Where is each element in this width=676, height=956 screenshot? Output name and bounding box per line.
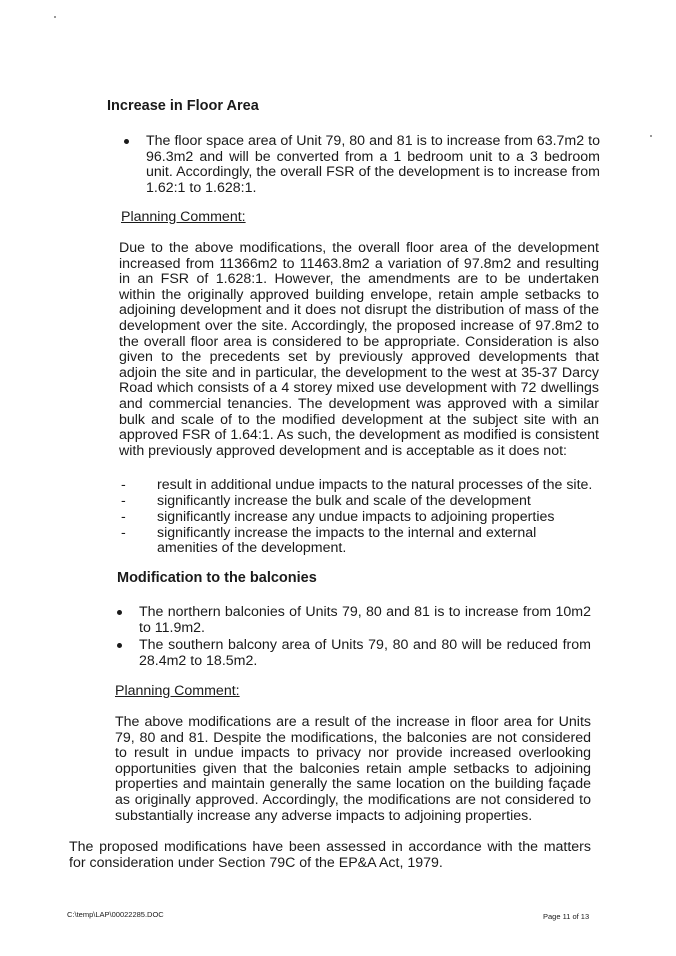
section-heading-floor-area: Increase in Floor Area: [107, 98, 259, 114]
scan-speck: [54, 16, 56, 18]
dash-item: [121, 526, 597, 557]
dash-text: result in additional undue impacts to the natural processes of the site.: [157, 477, 593, 493]
planning-comment-label: Planning Comment:: [121, 209, 246, 225]
footer-page-number: Page 11 of 13: [543, 912, 590, 921]
bullet-text: The northern balconies of Units 79, 80 and 81 is to increase from 10m2 to 11.9m2.: [139, 604, 591, 636]
scan-speck: [650, 135, 652, 137]
dash-marker: -: [121, 524, 126, 541]
bullet-text: The southern balcony area of Units 79, 80 and 80 will be reduced from 28.4m2 to 18.5m2.: [139, 637, 591, 669]
bullet-dot: [117, 610, 122, 615]
bullet-dot: [124, 139, 129, 144]
dash-item: [121, 510, 597, 525]
dash-text: significantly increase the impacts to the internal and external amenities of the development.: [157, 524, 537, 557]
footer-file-path: C:\temp\LAP\00022285.DOC: [67, 910, 164, 919]
dash-marker: -: [121, 508, 126, 525]
planning-comment-label: Planning Comment:: [115, 683, 240, 699]
section-heading-balconies: Modification to the balconies: [117, 570, 317, 586]
conclusion-paragraph: The proposed modifications have been assessed in accordance with the matters for consideration under Section 79C of the EP&A Act, 1979.: [69, 839, 591, 871]
floor-area-bullet-list: [124, 134, 600, 198]
bullet-item: [117, 638, 591, 669]
bullet-text: The floor space area of Unit 79, 80 and 81 is to increase from 63.7m2 to 96.3m2 and will be converted from a 1 bedroom unit to a 3 bedroom unit. Accordingly, the overall FSR of the development is to increase from 1.62:1 to 1.628:1.: [146, 133, 600, 196]
dash-marker: -: [121, 477, 126, 493]
planning-comment-text: The above modifications are a result of the increase in floor area for Units 79, 80 and 81. Despite the modifications, the balconies are not considered to result in undue impacts to privacy nor provide increased overlooking opportunities given that the balconies retain ample setbacks to adjoining properties and maintain generally the same location on the building façade as originally approved. Accordingly, the modifications are not considered to substantially increase any adverse impacts to adjoining properties.: [115, 714, 591, 824]
dash-item: [121, 478, 597, 493]
dash-text: significantly increase the bulk and scale of the development: [157, 492, 531, 509]
dash-item: [121, 494, 597, 509]
bullet-item: [117, 605, 591, 636]
planning-comment-text: Due to the above modifications, the overall floor area of the development increased from 11366m2 to 11463.8m2 a variation of 97.8m2 and resulting in an FSR of 1.628:1. However, the amendments are to be undertaken within the originally approved building envelope, retain ample setbacks to adjoining development and it does not disrupt the distribution of mass of the development over the site. Accordingly, the proposed increase of 97.8m2 to the overall floor area is considered to be appropriate. Consideration is also given to the precedents set by previously approved developments that adjoin the site and in particular, the development to the west at 35-37 Darcy Road which consists of a 4 storey mixed use development with 72 dwellings and commercial tenancies. The development was approved with a similar bulk and scale of to the modified development at the subject site with an approved FSR of 1.64:1. As such, the development as modified is consistent with previously approved development and is acceptable as it does not:: [119, 240, 599, 459]
bullet-item: [124, 134, 600, 196]
bullet-dot: [117, 643, 122, 648]
dash-text: significantly increase any undue impacts to adjoining properties: [157, 508, 555, 525]
balconies-bullet-list: [117, 605, 591, 671]
dash-marker: -: [121, 492, 126, 509]
impact-dash-list: [121, 478, 597, 557]
